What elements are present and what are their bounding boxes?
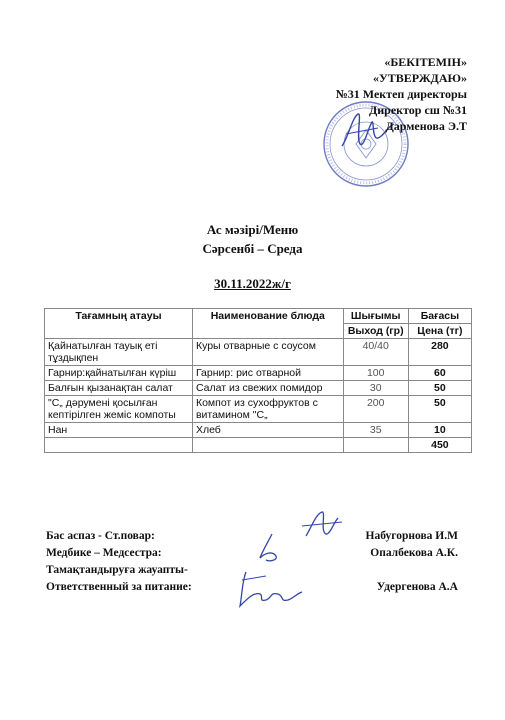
menu-table <box>44 308 472 453</box>
approval-block <box>267 54 467 134</box>
header-name-ru: Наименование блюда <box>192 309 343 339</box>
date-text: 30.11.2022ж/г <box>214 276 291 291</box>
dish-name-ru: Хлеб <box>192 423 343 438</box>
dish-name-kz: Нан <box>45 423 193 438</box>
dish-name-kz: Балғын қызанақтан салат <box>45 381 193 396</box>
dish-yield: 100 <box>343 366 408 381</box>
table-row <box>45 366 472 381</box>
cook-label: Бас аспаз - Ст.повар: <box>46 530 155 542</box>
header-yield-ru: Выход (гр) <box>343 324 408 339</box>
table-row <box>45 339 472 366</box>
cook-row <box>46 528 476 545</box>
total-empty-1 <box>45 438 193 453</box>
total-empty-2 <box>192 438 343 453</box>
dish-name-ru: Куры отварные с соусом <box>192 339 343 366</box>
responsible-row-kz <box>46 562 476 579</box>
dish-name-ru: Гарнир: рис отварной <box>192 366 343 381</box>
nurse-name: Опалбекова А.К. <box>370 547 458 559</box>
approval-director-kz: №31 Мектеп директоры <box>335 87 467 101</box>
cook-name: Набугорнова И.М <box>365 530 458 542</box>
dish-price: 50 <box>408 396 471 423</box>
responsible-label-kz: Тамақтандыруға жауапты- <box>46 564 188 576</box>
approval-approve-ru: «УТВЕРЖДАЮ» <box>372 71 467 85</box>
dish-price: 50 <box>408 381 471 396</box>
header-name-kz: Тағамның атауы <box>45 309 193 339</box>
dish-price: 10 <box>408 423 471 438</box>
dish-name-kz: Гарнир:қайнатылған күріш <box>45 366 193 381</box>
dish-name-kz: "С„ дәрумені қосылған кептірілген жеміс компоты <box>45 396 193 423</box>
dish-yield: 40/40 <box>343 339 408 366</box>
title-day: Сәрсенбі – Среда <box>202 241 303 256</box>
dish-yield: 30 <box>343 381 408 396</box>
responsible-row-ru <box>46 579 476 596</box>
dish-yield: 35 <box>343 423 408 438</box>
table-row <box>45 423 472 438</box>
table-row <box>45 396 472 423</box>
approval-director-name: Дарменова Э.Т <box>385 119 467 133</box>
document-date <box>0 276 505 292</box>
responsible-name: Удергенова А.А <box>376 581 458 593</box>
nurse-label: Медбике – Медсестра: <box>46 547 162 559</box>
dish-price: 280 <box>408 339 471 366</box>
table-header-row <box>45 309 472 324</box>
header-price-kz: Бағасы <box>408 309 471 324</box>
header-price-ru: Цена (тг) <box>408 324 471 339</box>
total-empty-3 <box>343 438 408 453</box>
header-yield-kz: Шығымы <box>343 309 408 324</box>
dish-name-ru: Компот из сухофруктов с витамином "С„ <box>192 396 343 423</box>
document-title <box>0 220 505 258</box>
signatures-block <box>46 528 476 596</box>
responsible-label-ru: Ответственный за питание: <box>46 581 192 593</box>
table-total-row <box>45 438 472 453</box>
title-menu: Ас мәзірі/Меню <box>206 222 299 237</box>
dish-price: 60 <box>408 366 471 381</box>
dish-name-ru: Салат из свежих помидор <box>192 381 343 396</box>
total-price: 450 <box>408 438 471 453</box>
table-row <box>45 381 472 396</box>
approval-director-ru: Директор сш №31 <box>368 103 467 117</box>
nurse-row <box>46 545 476 562</box>
dish-yield: 200 <box>343 396 408 423</box>
approval-approve-kz: «БЕКІТЕМІН» <box>384 55 467 69</box>
dish-name-kz: Қайнатылған тауық еті тұздықпен <box>45 339 193 366</box>
